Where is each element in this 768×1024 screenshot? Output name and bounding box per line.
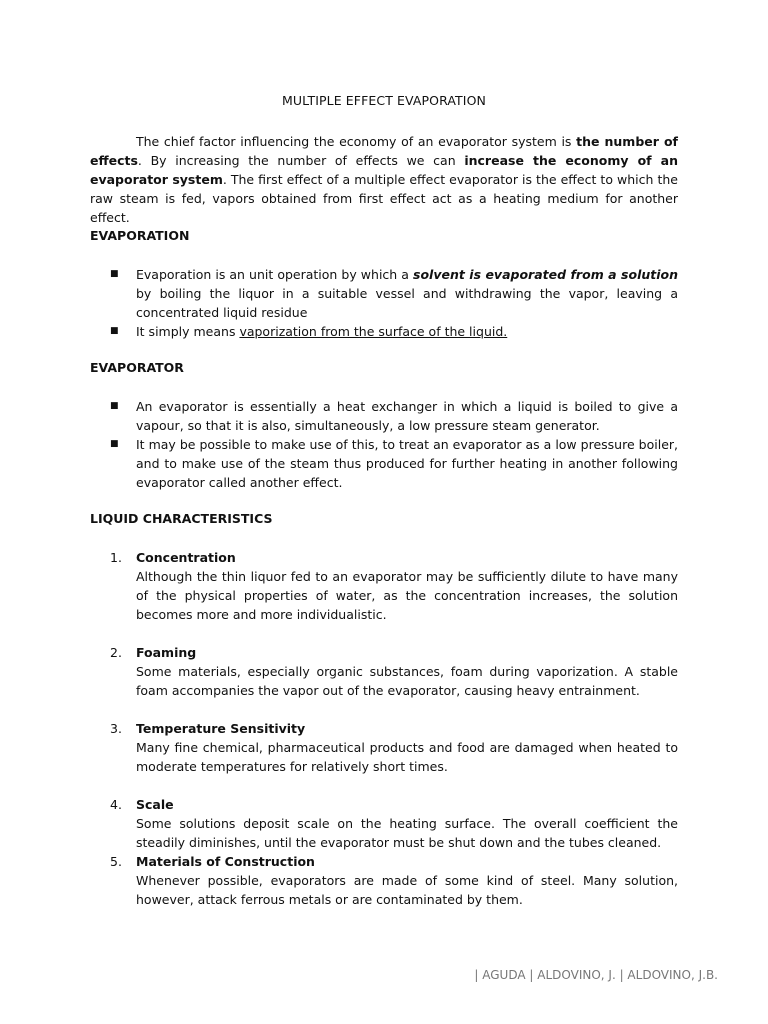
bullet-icon: ■	[110, 326, 119, 336]
document-title: MULTIPLE EFFECT EVAPORATION	[282, 93, 486, 108]
evaporator-bullet-list	[110, 397, 678, 492]
item-title: Scale	[136, 797, 174, 812]
intro-bold-1: the number of effects	[90, 134, 678, 168]
bullet-emphasis: solvent is evaporated from a solution	[413, 267, 678, 282]
bullet-text: An evaporator is essentially a heat exchanger in which a liquid is boiled to give a vapour, so that it is also, simultaneously, a low pressure steam generator.	[136, 399, 678, 433]
item-number: 4.	[110, 797, 122, 812]
item-body: Although the thin liquor fed to an evaporator may be sufficiently dilute to have many of the physical properties of water, as the concentration increases, the solution becomes more and more individualistic.	[136, 569, 678, 622]
intro-text-2: . By increasing the number of effects we can	[137, 153, 465, 168]
item-body: Many fine chemical, pharmaceutical products and food are damaged when heated to moderate temperatures for relatively short times.	[136, 740, 678, 774]
list-item	[110, 435, 678, 492]
intro-text-3: . The first effect of a multiple effect evaporator is the effect to which the raw steam is fed, vapors obtained from first effect act as a heating medium for another effect.	[90, 172, 678, 225]
bullet-text: by boiling the liquor in a suitable vessel and withdrawing the vapor, leaving a concentrated liquid residue	[136, 286, 678, 320]
item-body: Some solutions deposit scale on the heating surface. The overall coefficient the steadily diminishes, until the evaporator must be shut down and the tubes cleaned.	[136, 816, 678, 850]
bullet-icon: ■	[110, 401, 119, 411]
intro-bold-2: increase the economy of an evaporator system	[90, 153, 679, 187]
item-title: Temperature Sensitivity	[136, 721, 306, 736]
bullet-icon: ■	[110, 439, 119, 449]
bullet-text: Evaporation is an unit operation by which a	[136, 267, 414, 282]
item-number: 2.	[110, 645, 122, 660]
bullet-underlined: vaporization from the surface of the liquid.	[239, 324, 508, 339]
list-item-materials-of-construction	[110, 852, 678, 909]
item-number: 5.	[110, 854, 122, 869]
heading-liquid-characteristics: LIQUID CHARACTERISTICS	[90, 511, 273, 526]
bullet-text: It simply means	[136, 324, 240, 339]
list-item-scale	[110, 795, 678, 852]
list-item-foaming	[110, 643, 678, 700]
bullet-text: It may be possible to make use of this, to treat an evaporator as a low pressure boiler, and to make use of the steam thus produced for further heating in another following evaporator called another effect.	[136, 437, 678, 490]
heading-evaporation: EVAPORATION	[90, 228, 190, 243]
list-item	[110, 265, 678, 322]
item-title: Foaming	[136, 645, 197, 660]
bullet-icon: ■	[110, 269, 119, 279]
item-body: Whenever possible, evaporators are made of some kind of steel. Many solution, however, attack ferrous metals or are contaminated by them.	[136, 873, 678, 907]
page-footer-authors: | AGUDA | ALDOVINO, J. | ALDOVINO, J.B.	[474, 968, 718, 982]
list-item	[110, 397, 678, 435]
list-item-temperature-sensitivity	[110, 719, 678, 776]
list-item	[110, 322, 678, 341]
item-body: Some materials, especially organic substances, foam during vaporization. A stable foam accompanies the vapor out of the evaporator, causing heavy entrainment.	[136, 664, 678, 698]
intro-paragraph	[90, 132, 678, 227]
list-item-concentration	[110, 548, 678, 624]
item-number: 3.	[110, 721, 122, 736]
item-title: Concentration	[136, 550, 236, 565]
evaporation-bullet-list	[110, 265, 678, 341]
item-title: Materials of Construction	[136, 854, 315, 869]
item-number: 1.	[110, 550, 122, 565]
intro-text-1: The chief factor influencing the economy of an evaporator system is	[136, 134, 577, 149]
heading-evaporator: EVAPORATOR	[90, 360, 184, 375]
